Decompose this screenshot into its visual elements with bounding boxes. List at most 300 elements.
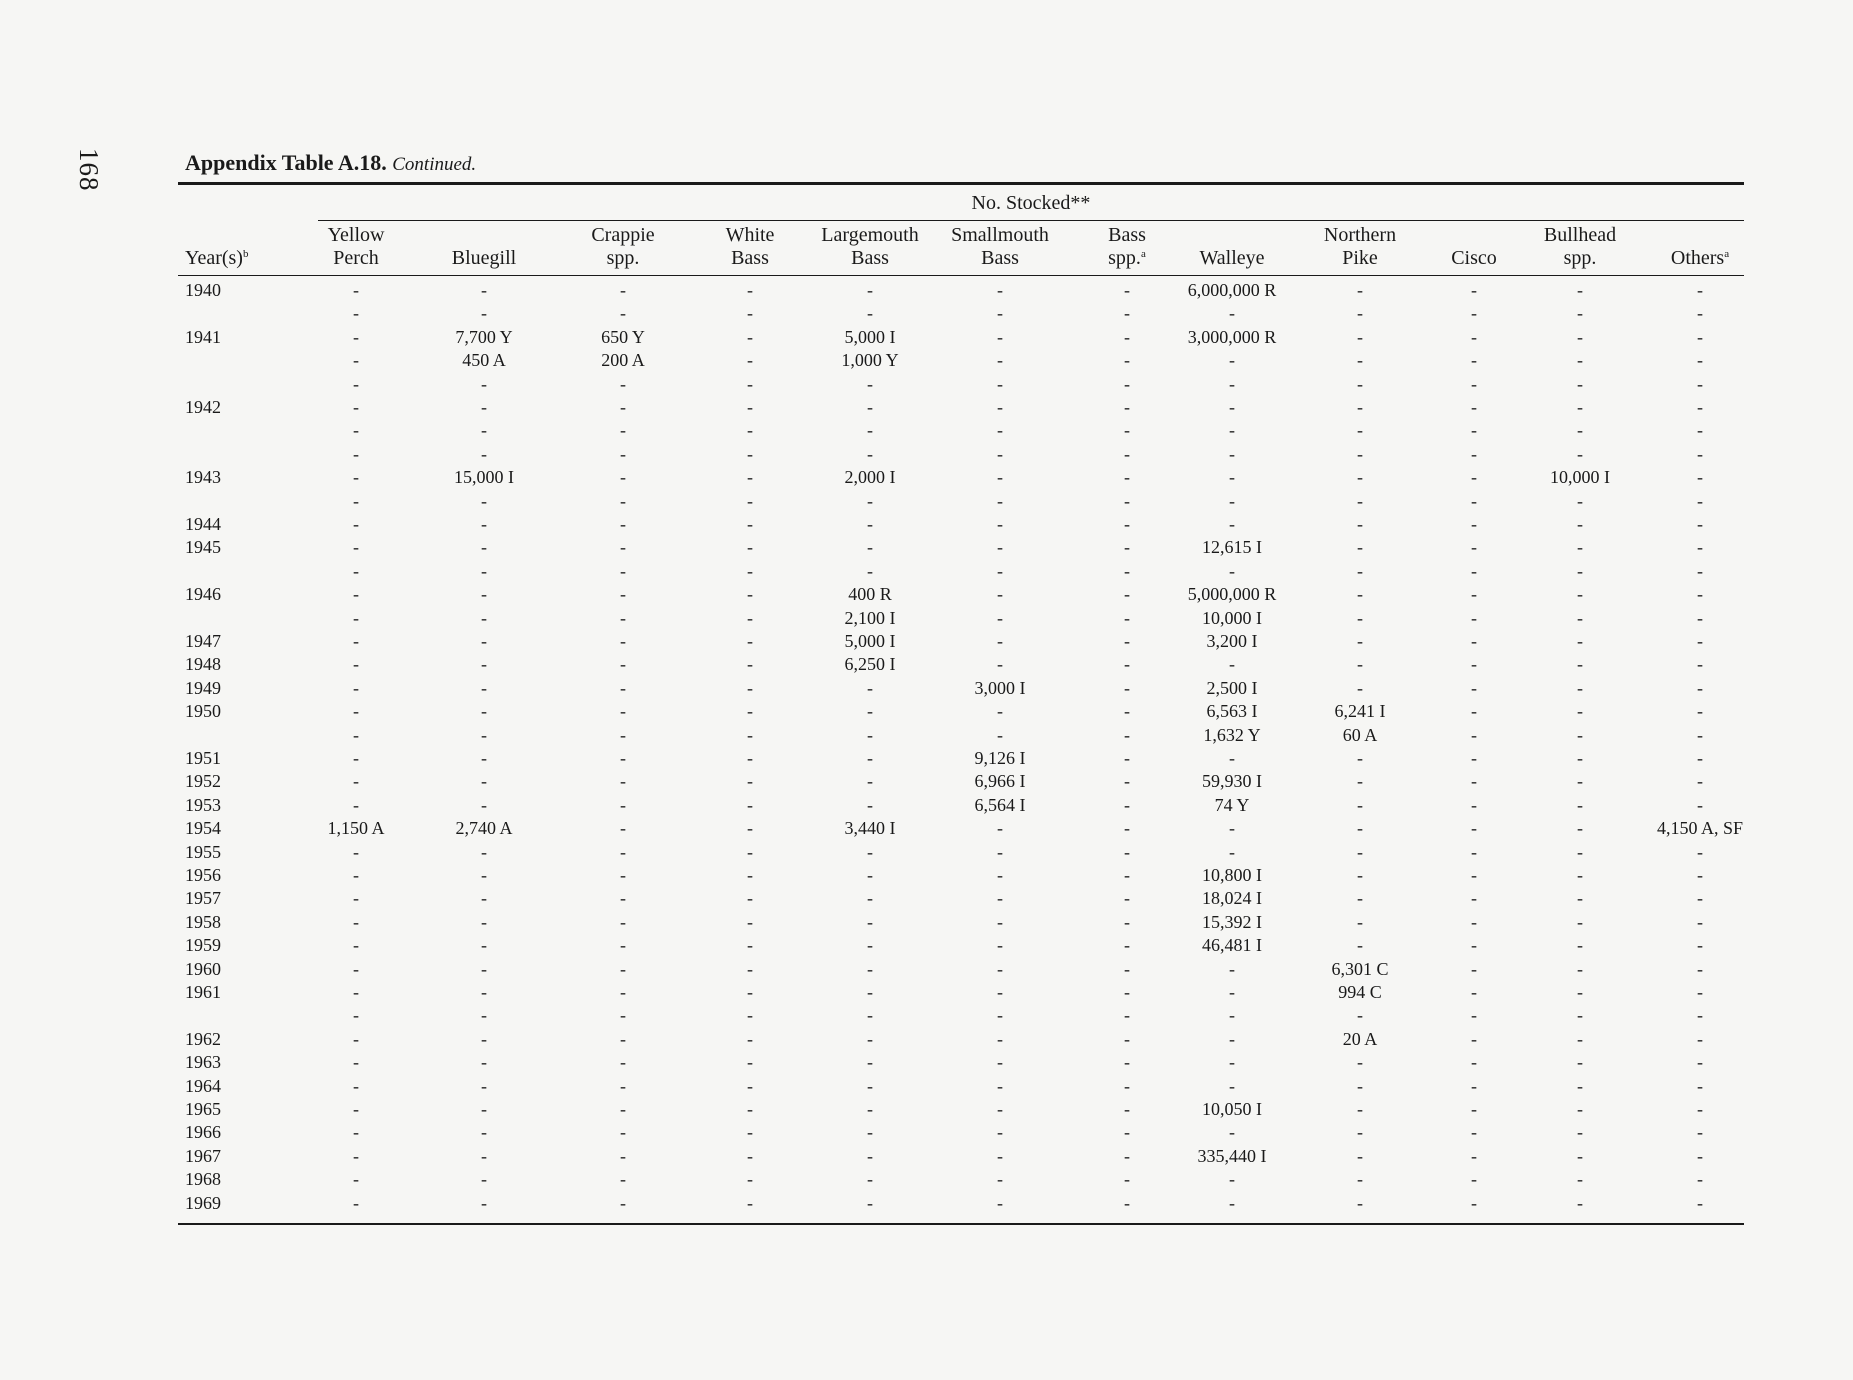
- table-cell: -: [1357, 490, 1363, 511]
- table-cell: -: [1471, 1005, 1477, 1026]
- table-cell: -: [1357, 560, 1363, 581]
- table-cell: -: [1697, 397, 1703, 417]
- table-cell: -: [1577, 326, 1583, 347]
- table-cell: -: [867, 748, 873, 768]
- table-cell: -: [1577, 1075, 1583, 1096]
- table-cell: -: [747, 420, 753, 441]
- table-cell: -: [997, 841, 1003, 862]
- top-rule: [178, 182, 1744, 185]
- column-header-line1: Bullhead: [1543, 224, 1617, 246]
- table-cell: -: [353, 935, 359, 956]
- table-cell: -: [1471, 1192, 1477, 1213]
- column-header-label: spp.: [1108, 247, 1141, 269]
- row-year: 1963: [185, 1052, 221, 1073]
- table-cell: -: [747, 397, 753, 417]
- table-cell: -: [353, 1145, 359, 1166]
- table-cell: -: [620, 654, 626, 675]
- table-cell: -: [1577, 958, 1583, 979]
- table-cell: -: [867, 1145, 873, 1166]
- row-year: 1967: [185, 1145, 221, 1166]
- table-cell: 400 R: [848, 584, 892, 605]
- table-cell: -: [481, 280, 487, 300]
- table-cell: -: [1471, 1169, 1477, 1190]
- table-cell: -: [747, 1052, 753, 1073]
- row-year: 1969: [185, 1192, 221, 1213]
- table-cell: -: [867, 794, 873, 815]
- table-cell: -: [1697, 1028, 1703, 1049]
- table-cell: -: [1124, 1169, 1130, 1190]
- table-cell: -: [1697, 490, 1703, 511]
- table-cell: -: [620, 748, 626, 768]
- table-cell: -: [1229, 1005, 1235, 1026]
- column-header-label: Cisco: [1451, 247, 1497, 269]
- table-cell: -: [747, 1145, 753, 1166]
- table-cell: -: [1577, 373, 1583, 394]
- row-year: 1968: [185, 1169, 221, 1190]
- table-cell: -: [747, 607, 753, 628]
- table-cell: -: [1697, 654, 1703, 675]
- table-cell: -: [1697, 373, 1703, 394]
- table-cell: -: [747, 818, 753, 839]
- table-cell: -: [353, 631, 359, 651]
- table-cell: -: [481, 514, 487, 534]
- table-cell: -: [1357, 677, 1363, 698]
- table-cell: 15,392 I: [1202, 911, 1262, 932]
- table-cell: -: [1124, 654, 1130, 675]
- table-cell: -: [353, 888, 359, 909]
- table-cell: -: [997, 607, 1003, 628]
- table-cell: -: [1357, 373, 1363, 394]
- column-header-label: Pike: [1342, 247, 1378, 269]
- table-cell: -: [1357, 818, 1363, 839]
- table-cell: -: [1471, 654, 1477, 675]
- table-cell: -: [1357, 607, 1363, 628]
- table-cell: -: [1471, 467, 1477, 488]
- table-cell: 4,150 A, SF: [1656, 818, 1744, 839]
- column-header-line1: [452, 224, 516, 247]
- table-cell: -: [1471, 771, 1477, 792]
- table-cell: -: [997, 1099, 1003, 1119]
- table-cell: -: [1124, 373, 1130, 394]
- table-cell: -: [481, 373, 487, 394]
- table-cell: -: [353, 514, 359, 534]
- table-cell: -: [1697, 888, 1703, 909]
- table-cell: -: [997, 490, 1003, 511]
- table-cell: -: [1229, 1075, 1235, 1096]
- table-cell: -: [747, 677, 753, 698]
- table-cell: -: [867, 958, 873, 979]
- column-header-line2: [452, 247, 516, 270]
- table-cell: -: [620, 443, 626, 464]
- column-header: [1108, 224, 1146, 270]
- table-cell: -: [353, 584, 359, 605]
- table-cell: -: [867, 841, 873, 862]
- table-cell: -: [353, 373, 359, 394]
- table-cell: 1,000 Y: [841, 350, 899, 371]
- table-cell: -: [1357, 794, 1363, 815]
- table-cell: -: [1124, 443, 1130, 464]
- table-cell: -: [1229, 350, 1235, 371]
- table-cell: 7,700 Y: [455, 326, 513, 347]
- table-cell: -: [481, 841, 487, 862]
- table-cell: -: [867, 1005, 873, 1026]
- table-cell: 2,740 A: [455, 818, 513, 839]
- table-cell: -: [1697, 560, 1703, 581]
- table-cell: 3,000 I: [974, 677, 1026, 698]
- table-cell: -: [1357, 537, 1363, 558]
- table-cell: -: [353, 1005, 359, 1026]
- table-cell: -: [747, 771, 753, 792]
- table-cell: -: [481, 397, 487, 417]
- table-cell: -: [867, 771, 873, 792]
- table-cell: -: [620, 1075, 626, 1096]
- table-cell: 450 A: [462, 350, 506, 371]
- table-cell: -: [1124, 1145, 1130, 1166]
- column-header-label: Others: [1670, 247, 1725, 269]
- table-cell: -: [1124, 584, 1130, 605]
- table-cell: 59,930 I: [1202, 771, 1262, 792]
- table-cell: -: [620, 1192, 626, 1213]
- column-header-line1: Yellow: [327, 224, 385, 246]
- row-year: 1960: [185, 958, 221, 979]
- table-cell: -: [1357, 1192, 1363, 1213]
- table-cell: -: [1577, 1052, 1583, 1073]
- table-cell: -: [1577, 911, 1583, 932]
- table-cell: 3,440 I: [844, 818, 896, 839]
- row-year: 1944: [185, 514, 221, 534]
- table-cell: -: [867, 1122, 873, 1143]
- table-cell: -: [1471, 724, 1477, 745]
- table-cell: -: [1471, 958, 1477, 979]
- table-cell: -: [1471, 1099, 1477, 1119]
- table-cell: -: [747, 490, 753, 511]
- table-cell: -: [747, 443, 753, 464]
- table-cell: -: [481, 911, 487, 932]
- table-cell: -: [747, 514, 753, 534]
- table-cell: -: [620, 397, 626, 417]
- table-cell: 6,966 I: [974, 771, 1026, 792]
- table-cell: -: [1471, 443, 1477, 464]
- table-cell: -: [620, 677, 626, 698]
- table-cell: -: [481, 1028, 487, 1049]
- column-header-label: Bass: [731, 247, 769, 269]
- table-cell: -: [1471, 350, 1477, 371]
- table-cell: -: [620, 841, 626, 862]
- table-cell: -: [1357, 514, 1363, 534]
- table-cell: -: [353, 1099, 359, 1119]
- column-header: [1671, 224, 1729, 270]
- table-cell: -: [1229, 654, 1235, 675]
- table-cell: -: [1124, 631, 1130, 651]
- table-cell: 10,800 I: [1202, 865, 1262, 885]
- table-cell: -: [1697, 748, 1703, 768]
- table-cell: -: [1229, 1052, 1235, 1073]
- table-cell: -: [997, 1169, 1003, 1190]
- table-cell: -: [1124, 537, 1130, 558]
- table-cell: -: [1471, 794, 1477, 815]
- column-header-label: Bluegill: [451, 247, 517, 269]
- table-cell: -: [1577, 280, 1583, 300]
- table-cell: -: [1229, 303, 1235, 324]
- table-cell: -: [1577, 537, 1583, 558]
- table-cell: -: [1697, 537, 1703, 558]
- table-cell: -: [1697, 701, 1703, 722]
- column-header-line1: Crappie: [591, 224, 655, 246]
- table-cell: -: [620, 771, 626, 792]
- table-cell: 6,241 I: [1334, 701, 1386, 722]
- table-cell: -: [481, 631, 487, 651]
- table-cell: -: [747, 654, 753, 675]
- page-number: 168: [74, 148, 104, 192]
- table-cell: 10,050 I: [1202, 1099, 1262, 1119]
- table-cell: -: [747, 748, 753, 768]
- column-header-line1: Bass: [1108, 224, 1146, 246]
- table-cell: -: [620, 818, 626, 839]
- table-cell: -: [1577, 607, 1583, 628]
- column-header-label: Bass: [981, 247, 1019, 269]
- table-cell: -: [1577, 677, 1583, 698]
- table-cell: -: [1124, 1099, 1130, 1119]
- table-cell: -: [620, 631, 626, 651]
- table-subtitle: Continued.: [392, 154, 477, 175]
- table-cell: -: [1697, 1099, 1703, 1119]
- table-cell: -: [1124, 1192, 1130, 1213]
- table-cell: -: [747, 1028, 753, 1049]
- table-cell: -: [353, 982, 359, 1002]
- table-cell: -: [481, 1169, 487, 1190]
- table-cell: -: [1124, 607, 1130, 628]
- table-caption: [185, 150, 476, 176]
- table-cell: -: [353, 1075, 359, 1096]
- table-cell: -: [1124, 677, 1130, 698]
- table-cell: -: [747, 1169, 753, 1190]
- table-cell: -: [481, 865, 487, 885]
- table-cell: -: [1229, 560, 1235, 581]
- table-cell: -: [867, 397, 873, 417]
- table-cell: -: [1357, 1145, 1363, 1166]
- table-cell: -: [620, 1099, 626, 1119]
- row-year: 1966: [185, 1122, 221, 1143]
- row-year: 1941: [185, 326, 221, 347]
- table-cell: -: [1697, 724, 1703, 745]
- table-cell: -: [353, 420, 359, 441]
- table-cell: -: [747, 1075, 753, 1096]
- table-cell: -: [867, 1075, 873, 1096]
- table-cell: -: [353, 1169, 359, 1190]
- column-header-line2: [1199, 247, 1264, 270]
- table-cell: -: [1357, 280, 1363, 300]
- table-cell: 2,100 I: [844, 607, 896, 628]
- table-cell: -: [1697, 771, 1703, 792]
- row-year: 1962: [185, 1028, 221, 1049]
- table-cell: -: [1471, 677, 1477, 698]
- table-cell: -: [1229, 841, 1235, 862]
- table-cell: -: [353, 490, 359, 511]
- table-cell: -: [481, 584, 487, 605]
- table-cell: -: [1471, 818, 1477, 839]
- table-cell: 335,440 I: [1197, 1145, 1267, 1166]
- table-cell: -: [1697, 841, 1703, 862]
- table-cell: -: [1124, 420, 1130, 441]
- table-cell: 5,000,000 R: [1187, 584, 1277, 605]
- table-cell: -: [620, 490, 626, 511]
- column-header: [1324, 224, 1396, 270]
- table-cell: -: [997, 888, 1003, 909]
- table-cell: -: [481, 1075, 487, 1096]
- row-year: 1942: [185, 397, 221, 417]
- table-cell: -: [997, 467, 1003, 488]
- row-year: 1945: [185, 537, 221, 558]
- table-cell: -: [867, 982, 873, 1002]
- table-cell: -: [620, 1169, 626, 1190]
- table-cell: -: [747, 935, 753, 956]
- table-cell: -: [1357, 584, 1363, 605]
- table-cell: -: [1697, 865, 1703, 885]
- table-cell: -: [1357, 420, 1363, 441]
- table-cell: -: [997, 280, 1003, 300]
- table-cell: -: [481, 701, 487, 722]
- table-cell: -: [620, 303, 626, 324]
- table-cell: -: [1124, 303, 1130, 324]
- table-cell: -: [1471, 326, 1477, 347]
- table-cell: -: [353, 1192, 359, 1213]
- row-year: 1965: [185, 1099, 221, 1119]
- table-cell: 6,250 I: [844, 654, 896, 675]
- table-cell: -: [1577, 701, 1583, 722]
- table-cell: -: [1577, 303, 1583, 324]
- row-year: 1953: [185, 794, 221, 815]
- table-cell: -: [1124, 958, 1130, 979]
- table-cell: -: [1229, 443, 1235, 464]
- table-cell: -: [1124, 935, 1130, 956]
- table-cell: -: [481, 1192, 487, 1213]
- table-cell: -: [867, 443, 873, 464]
- table-cell: -: [997, 373, 1003, 394]
- column-header-line1: Smallmouth: [951, 224, 1049, 246]
- row-year: 1957: [185, 888, 221, 909]
- table-cell: -: [353, 794, 359, 815]
- column-header: [328, 224, 385, 270]
- table-cell: -: [620, 1122, 626, 1143]
- table-cell: -: [620, 1145, 626, 1166]
- table-cell: 5,000 I: [844, 326, 896, 347]
- table-cell: -: [1357, 1075, 1363, 1096]
- table-cell: -: [620, 584, 626, 605]
- table-cell: -: [1124, 514, 1130, 534]
- table-cell: -: [747, 1099, 753, 1119]
- table-cell: -: [1124, 326, 1130, 347]
- row-year: 1946: [185, 584, 221, 605]
- table-cell: 5,000 I: [844, 631, 896, 651]
- table-cell: -: [997, 584, 1003, 605]
- table-cell: -: [481, 771, 487, 792]
- table-cell: -: [867, 420, 873, 441]
- table-cell: -: [1471, 841, 1477, 862]
- table-cell: -: [1124, 724, 1130, 745]
- table-cell: -: [1697, 467, 1703, 488]
- table-cell: -: [747, 631, 753, 651]
- table-cell: -: [1229, 397, 1235, 417]
- table-cell: -: [1471, 303, 1477, 324]
- table-cell: -: [1577, 420, 1583, 441]
- table-cell: -: [1697, 677, 1703, 698]
- column-header: [185, 224, 248, 270]
- table-cell: -: [1697, 1122, 1703, 1143]
- table-cell: -: [353, 607, 359, 628]
- table-cell: -: [481, 1099, 487, 1119]
- table-cell: -: [1577, 794, 1583, 815]
- table-cell: -: [1471, 373, 1477, 394]
- span-header: No. Stocked**: [971, 192, 1091, 214]
- table-cell: -: [1697, 935, 1703, 956]
- table-cell: -: [747, 1122, 753, 1143]
- table-cell: -: [867, 303, 873, 324]
- table-cell: -: [997, 537, 1003, 558]
- table-cell: -: [867, 514, 873, 534]
- table-cell: -: [620, 911, 626, 932]
- table-cell: -: [1577, 771, 1583, 792]
- column-header: [1544, 224, 1616, 270]
- table-cell: -: [620, 1028, 626, 1049]
- table-cell: -: [481, 935, 487, 956]
- table-cell: -: [620, 560, 626, 581]
- table-cell: -: [1124, 397, 1130, 417]
- table-cell: -: [481, 537, 487, 558]
- table-cell: -: [1577, 1099, 1583, 1119]
- table-cell: -: [1357, 631, 1363, 651]
- table-cell: -: [867, 935, 873, 956]
- table-cell: -: [1471, 514, 1477, 534]
- table-cell: -: [1471, 1052, 1477, 1073]
- table-cell: -: [1124, 982, 1130, 1002]
- table-cell: -: [997, 514, 1003, 534]
- table-cell: -: [1357, 771, 1363, 792]
- table-cell: 20 A: [1342, 1028, 1378, 1049]
- table-cell: -: [867, 373, 873, 394]
- table-cell: -: [747, 350, 753, 371]
- table-cell: -: [747, 911, 753, 932]
- table-cell: -: [1471, 1122, 1477, 1143]
- table-cell: -: [1357, 397, 1363, 417]
- table-cell: -: [1124, 794, 1130, 815]
- table-cell: -: [353, 1028, 359, 1049]
- table-cell: -: [1124, 888, 1130, 909]
- table-cell: -: [747, 982, 753, 1002]
- table-cell: -: [747, 584, 753, 605]
- table-cell: -: [1577, 584, 1583, 605]
- table-cell: -: [481, 560, 487, 581]
- table-cell: -: [1577, 443, 1583, 464]
- table-cell: -: [1577, 748, 1583, 768]
- table-cell: -: [620, 724, 626, 745]
- row-year: 1958: [185, 911, 221, 932]
- table-cell: -: [997, 397, 1003, 417]
- table-cell: 6,000,000 R: [1187, 280, 1277, 300]
- table-cell: -: [353, 1052, 359, 1073]
- row-year: 1956: [185, 865, 221, 885]
- column-header-line2: [185, 247, 248, 270]
- table-cell: -: [997, 420, 1003, 441]
- table-cell: -: [620, 537, 626, 558]
- column-header: [591, 224, 654, 270]
- table-cell: -: [620, 935, 626, 956]
- table-cell: -: [1471, 397, 1477, 417]
- table-cell: -: [481, 748, 487, 768]
- table-cell: -: [1357, 1169, 1363, 1190]
- table-cell: -: [1229, 420, 1235, 441]
- table-cell: -: [1577, 350, 1583, 371]
- row-year: 1940: [185, 280, 221, 300]
